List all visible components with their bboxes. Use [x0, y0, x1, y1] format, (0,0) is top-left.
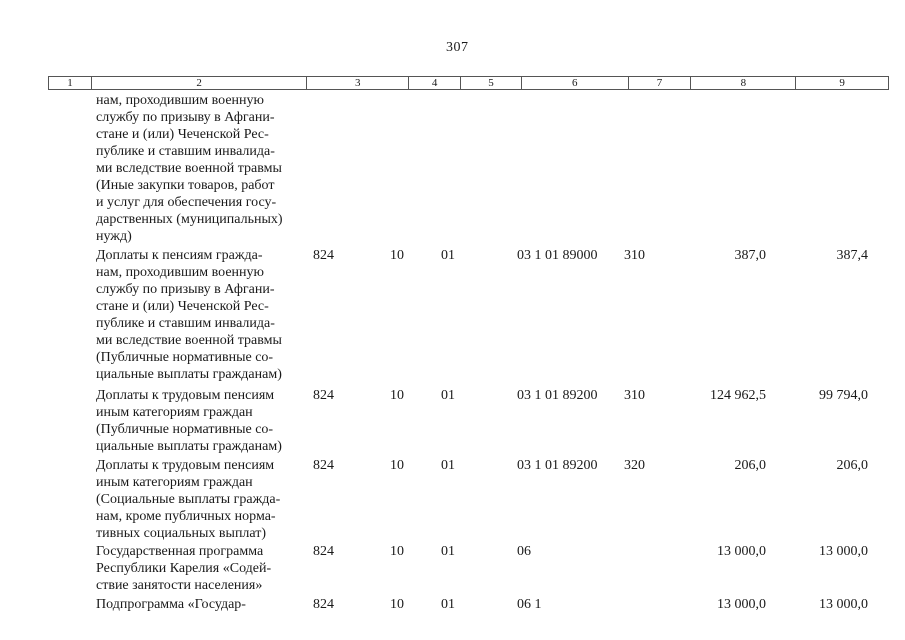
- row-amount-col8: 13 000,0: [717, 597, 766, 612]
- column-header-6: 6: [522, 77, 629, 89]
- row-section-code: 10: [390, 597, 404, 612]
- row-section-code: 10: [390, 544, 404, 559]
- row-description: Доплаты к пенсиям гражда- нам, проходившим военную службу по призыву в Афгани- стане и (или) Чеченской Рес- публике и ставшим инвалида- ми вследствие военной травмы (Публичные нормативные со- циальные выплаты гражданам): [96, 248, 282, 382]
- row-subsection-code: 01: [441, 388, 455, 403]
- row-amount-col9: 13 000,0: [819, 597, 868, 612]
- row-description: Подпрограмма «Государ-: [96, 597, 246, 612]
- table-header-row: [48, 76, 889, 90]
- row-ved-code: 824: [313, 388, 334, 403]
- row-target-code: 03 1 01 89000: [517, 248, 598, 263]
- row-amount-col8: 387,0: [734, 248, 766, 263]
- row-amount-col8: 206,0: [734, 458, 766, 473]
- row-target-code: 06: [517, 544, 531, 559]
- row-expense-type-code: 310: [624, 248, 645, 263]
- row-target-code: 03 1 01 89200: [517, 388, 598, 403]
- row-subsection-code: 01: [441, 544, 455, 559]
- row-ved-code: 824: [313, 248, 334, 263]
- row-target-code: 03 1 01 89200: [517, 458, 598, 473]
- row-amount-col9: 99 794,0: [819, 388, 868, 403]
- page-number: 307: [446, 40, 469, 55]
- column-header-7: 7: [629, 77, 692, 89]
- row-subsection-code: 01: [441, 597, 455, 612]
- column-header-3: 3: [307, 77, 409, 89]
- row-section-code: 10: [390, 388, 404, 403]
- row-description: нам, проходившим военную службу по призыву в Афгани- стане и (или) Чеченской Рес- публике и ставшим инвалида- ми вследствие военной травмы (Иные закупки товаров, работ и услуг для обеспечения госу- дарственных (муниципальных) нужд): [96, 93, 283, 244]
- row-subsection-code: 01: [441, 248, 455, 263]
- row-description: Доплаты к трудовым пенсиям иным категориям граждан (Публичные нормативные со- циальные выплаты гражданам): [96, 388, 282, 454]
- column-header-1: 1: [49, 77, 92, 89]
- row-amount-col8: 124 962,5: [710, 388, 766, 403]
- row-section-code: 10: [390, 248, 404, 263]
- row-amount-col8: 13 000,0: [717, 544, 766, 559]
- row-description: Государственная программа Республики Карелия «Содей- ствие занятости населения»: [96, 544, 272, 593]
- row-ved-code: 824: [313, 458, 334, 473]
- column-header-2: 2: [92, 77, 307, 89]
- row-amount-col9: 387,4: [836, 248, 868, 263]
- column-header-4: 4: [409, 77, 461, 89]
- row-ved-code: 824: [313, 544, 334, 559]
- row-expense-type-code: 320: [624, 458, 645, 473]
- row-amount-col9: 206,0: [836, 458, 868, 473]
- row-ved-code: 824: [313, 597, 334, 612]
- row-description: Доплаты к трудовым пенсиям иным категориям граждан (Социальные выплаты гражда- нам, кроме публичных норма- тивных социальных выплат): [96, 458, 281, 541]
- column-header-8: 8: [691, 77, 796, 89]
- row-section-code: 10: [390, 458, 404, 473]
- row-subsection-code: 01: [441, 458, 455, 473]
- row-target-code: 06 1: [517, 597, 542, 612]
- row-amount-col9: 13 000,0: [819, 544, 868, 559]
- column-header-5: 5: [461, 77, 522, 89]
- row-expense-type-code: 310: [624, 388, 645, 403]
- column-header-9: 9: [839, 77, 845, 89]
